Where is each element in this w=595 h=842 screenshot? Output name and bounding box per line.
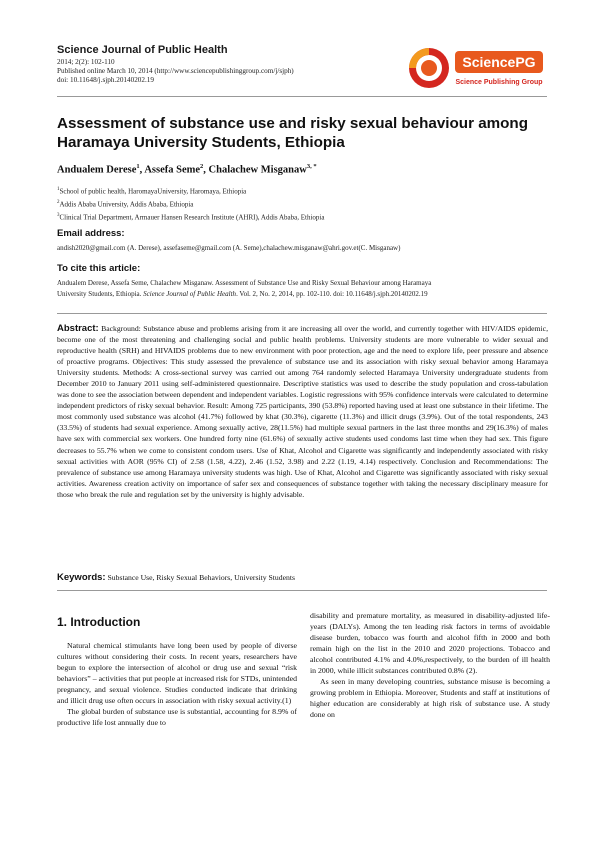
author-name: Chalachew Misganaw [208,164,307,176]
journal-volume: 2014; 2(2): 102-110 [57,58,115,66]
email-heading: Email address: [57,228,125,239]
abstract-rule-bottom [57,590,547,591]
right-column [310,610,550,720]
abstract-label: Abstract: [57,323,99,334]
citation: Andualem Derese, Assefa Seme, Chalachew Misganaw. Assessment of Substance Use and Risky Sexual Behaviour among Haramaya University Students, Ethiopia. Science Journal of Public Health. Vol. 2, No. 2, 2014, pp. 102-110. doi: 10.11648/j.sjph.20140202.19 [57,279,432,298]
abstract-rule-top [57,313,547,314]
sciencepg-logo [405,44,545,92]
journal-name: Science Journal of Public Health [57,44,228,56]
logo-wordmark: SciencePG [462,54,536,70]
affiliation: $^3$Clinical Trial Department, Armauer Hansen Research Institute (AHRI), Addis Ababa, Ethiopia [57,213,325,222]
publication-info: Published online March 10, 2014 (http://www.sciencepublishinggroup.com/j/sjph) [57,67,294,75]
header-rule [57,96,547,97]
paragraph: disability and premature mortality, as measured in disability-adjusted life-years (DALYs). Among the ten leading risk factors in terms of avoidable disease burden, tobacco was fourth and alcohol fifth in 2000 and both remain high on the list in the 2010 and 2020 projections. Tobacco and alcohol contributed 4.1% and 4.0%,respectively, to the burden of ill health in 2000, while illicit substances contributed 0.8% (2). [310,611,550,675]
author-list: Andualem Derese$^1$, Assefa Seme$^2$, Chalachew Misganaw$^{3, *}$ [57,163,317,176]
cite-heading: To cite this article: [57,263,141,274]
author-name: Assefa Seme [144,164,201,176]
paragraph: Natural chemical stimulants have long been used by people of diverse cultures without considering their costs. In recent years, researchers have begun to explore the intersection of alcohol or drug use and sexual “risk behaviors” – activities that put people at increased risk for STDs, unintended pregnancy, and sexual violence. Studies conducted indicate that drinking and illicit drug use often occurs in association with risky sexual activity.(1) [57,641,297,705]
keywords-text: Substance Use, Risky Sexual Behaviors, University Students [107,573,295,582]
keywords-label: Keywords: [57,572,106,583]
left-column [57,640,297,728]
email-addresses: andish2020@gmail.com (A. Derese), assefaseme@gmail.com (A. Seme),chalachew.misganaw@ahri.gov.et(C. Misganaw) [57,244,401,252]
abstract-text: Background: Substance abuse and problems arising from it are increasing all over the world, and currently together with HIV/AIDS epidemic, become one of the most threatening and challenging social and public health problems. University students are more vulnerable to wider sexual and reproductive health (SRH) and HIVAIDS problems due to new environment with poor protection, age and the need to explore life, peer pressure and absence of proactive programs. Objectives: This study assessed the prevalence of substance use and its association with risky sexual behavior among Haramaya University students. Methods: A cross-sectional survey was carried out among 764 randomly selected Haramaya University undergraduate students from December 2010 to January 2011 using self-administered questionnaire. Descriptive statistics was used to describe the study population and cross-tabulation was done to see the association between dependent and independent variables. Logistic regressions with 95% confidence intervals were calculated to determine independent predictors of risky sexual behavior. Result: Among 725 participants, 390 (53.8%) reported having used at least one substance in their lifetime. The most commonly used substance was alcohol (41.7%) followed by khat (30.3%), cigarette (11.3%) and illicit drugs (3.9%). Out of the total respondents, 243 (33.5%) of students had sexual experience. Among sexually active, 28(11.5%) had multiple sexual partners in the last three months and 29(16.3%) of males have sex with commercial sex workers. One hundred forty nine (61.6%) of sexually active students used condoms last time when they had sex. This figure decreases to 55.7% when we come to consistent condom users. Use of Khat, Alcohol and Cigarette was significantly and independently associated with risky sexual activities with AOR (95% CI) of 2.58 (1.58, 4.22), 2.46 (1.52, 3.98) and 2.22 (1.19, 4.14) respectively. Conclusion and Recommendations: The prevalence of substance use among Haramaya university students was high. Use of Khat, Alcohol and Cigarette was significantly associated with risky sexual activities. Awareness creation activity on importance of safer sex and consequences of substance together with taking the necessary disciplinary measure for those who break the rule and regulation set by the university is highly advisable. [57,324,548,499]
abstract [57,323,548,500]
affiliation: $^2$Addis Ababa University, Addis Ababa, Ethiopia [57,200,194,209]
paper-title: Assessment of substance use and risky sexual behaviour among Haramaya University Students, Ethiopia [57,115,528,151]
paragraph: As seen in many developing countries, substance misuse is becoming a growing problem in Ethiopia. Moreover, Students and staff at institutions of higher education are considerably at high risk of substance use. A study done on [310,677,550,719]
section-heading-introduction: 1. Introduction [57,615,141,629]
paragraph: The global burden of substance use is substantial, accounting for 8.9% of productive life lost annually due to [57,707,297,727]
affiliation: $^1$School of public health, HaromayaUniversity, Haromaya, Ethiopia [57,187,247,196]
author-name: Andualem Derese [57,164,137,176]
logo-subtitle: Science Publishing Group [455,79,543,86]
article-doi: doi: 10.11648/j.sjph.20140202.19 [57,76,154,84]
keywords [57,572,295,583]
